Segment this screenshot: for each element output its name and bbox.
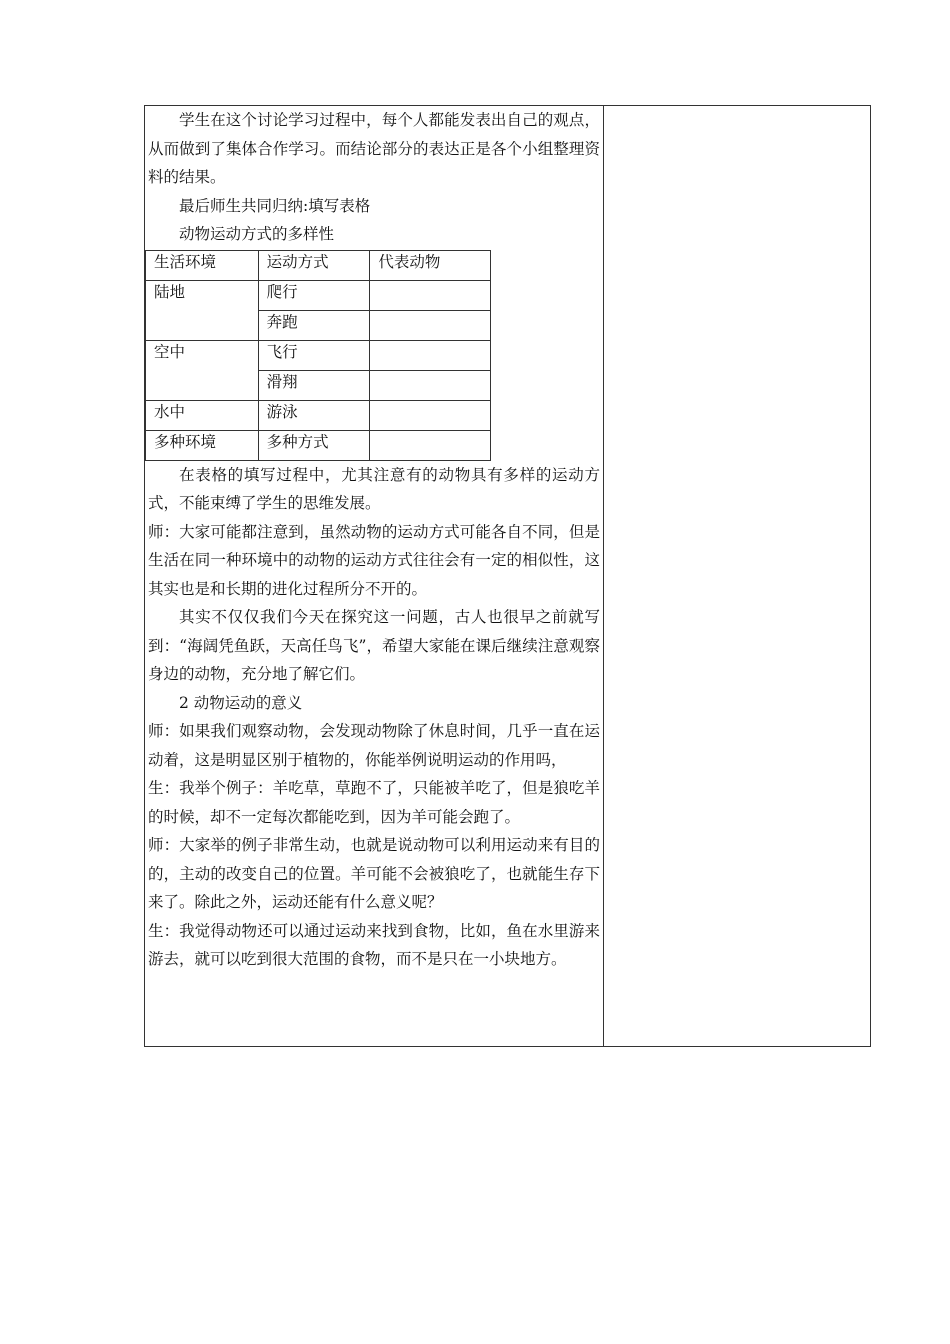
header-movement-mode: 运动方式: [258, 250, 370, 280]
paragraph-teacher-question: 师：如果我们观察动物，会发现动物除了休息时间，几乎一直在运动着，这是明显区别于植物的，你能举例说明运动的作用吗，: [148, 722, 600, 769]
notes-cell: [604, 106, 870, 1046]
table-row: [146, 340, 491, 370]
paragraph-student-example: 生：我举个例子：羊吃草，草跑不了，只能被羊吃了，但是狼吃羊的时候，却不一定每次都能吃到，因为羊可能会跑了。: [148, 779, 600, 826]
animal-cell-empty[interactable]: [370, 370, 491, 400]
paragraph-teacher-followup: 师：大家举的例子非常生动，也就是说动物可以利用运动来有目的的，主动的改变自己的位置。羊可能不会被狼吃了，也就能生存下来了。除此之外，运动还能有什么意义呢？: [148, 836, 600, 911]
paragraph-summary-instruction: 最后师生共同归纳:填写表格: [179, 196, 371, 215]
table-header-row: [146, 250, 491, 280]
mode-cell-swim: 游泳: [258, 400, 370, 430]
animal-cell-empty[interactable]: [370, 400, 491, 430]
paragraph-student-food: 生：我觉得动物还可以通过运动来找到食物，比如，鱼在水里游来游去，就可以吃到很大范围的食物，而不是只在一小块地方。: [148, 921, 600, 968]
header-representative-animal: 代表动物: [370, 250, 491, 280]
lesson-plan-table: [144, 105, 871, 1047]
header-environment: 生活环境: [146, 250, 259, 280]
mode-cell-glide: 滑翔: [258, 370, 370, 400]
env-cell-water: 水中: [146, 400, 259, 430]
table-row: [146, 430, 491, 460]
paragraph-group-discussion: 学生在这个讨论学习过程中，每个人都能发表出自己的观点，从而做到了集体合作学习。而结论部分的表达正是各个小组整理资料的结果。: [148, 111, 600, 186]
mode-cell-run: 奔跑: [258, 310, 370, 340]
section-heading-meaning: 2 动物运动的意义: [179, 693, 303, 712]
mode-cell-multiple: 多种方式: [258, 430, 370, 460]
animal-cell-empty[interactable]: [370, 280, 491, 310]
mode-cell-crawl: 爬行: [258, 280, 370, 310]
mode-cell-fly: 飞行: [258, 340, 370, 370]
lesson-content: [148, 106, 600, 974]
movement-diversity-table: [145, 250, 491, 461]
animal-cell-empty[interactable]: [370, 310, 491, 340]
animal-cell-empty[interactable]: [370, 430, 491, 460]
table-caption: 动物运动方式的多样性: [179, 225, 335, 243]
paragraph-ancient-quote: 其实不仅仅我们今天在探究这一问题，古人也很早之前就写到：“海阔凭鱼跃，天高任鸟飞”，希望大家能在课后继续注意观察身边的动物，充分地了解它们。: [148, 608, 600, 683]
env-cell-multiple: 多种环境: [146, 430, 259, 460]
paragraph-table-note: 在表格的填写过程中，尤其注意有的动物具有多样的运动方式，不能束缚了学生的思维发展。: [148, 465, 600, 512]
env-cell-land: 陆地: [146, 280, 259, 340]
table-row: [146, 280, 491, 310]
animal-cell-empty[interactable]: [370, 340, 491, 370]
paragraph-teacher-similarity: 师：大家可能都注意到，虽然动物的运动方式可能各自不同，但是生活在同一种环境中的动物的运动方式往往会有一定的相似性，这其实也是和长期的进化过程所分不开的。: [148, 522, 600, 598]
table-row: [146, 400, 491, 430]
env-cell-air: 空中: [146, 340, 259, 400]
lesson-content-cell: [145, 106, 604, 1046]
